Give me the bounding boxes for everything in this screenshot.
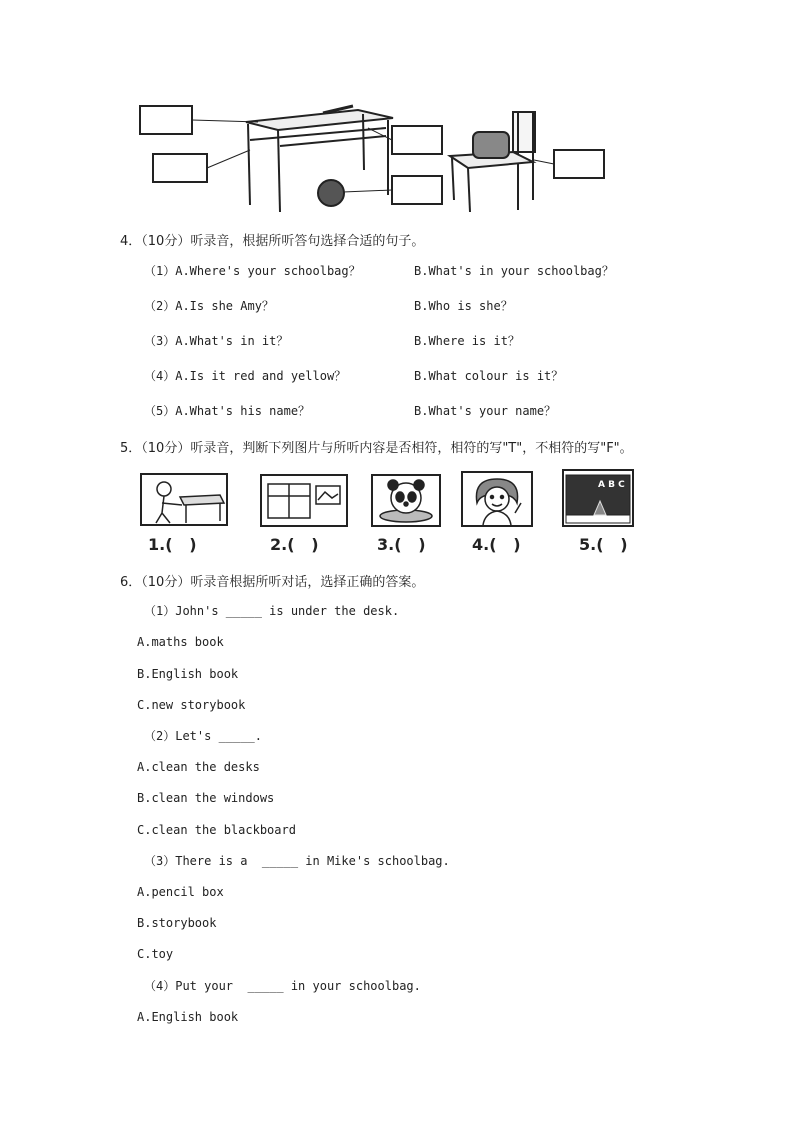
q4-item-4-option-a[interactable]: （4）A.Is it red and yellow？: [144, 369, 347, 383]
q5-picture-3-label[interactable]: 3.( ): [377, 535, 426, 554]
boy-at-desk-icon: [142, 475, 226, 524]
q4-item-3-option-a[interactable]: （3）A.What's in it？: [144, 334, 289, 348]
q6-heading: 6．（10分）听录音根据所听对话，选择正确的答案。: [120, 575, 425, 590]
q6-question-2-option-b[interactable]: B.clean the windows: [137, 791, 275, 805]
q6-question-4-option-a[interactable]: A.English book: [137, 1010, 239, 1024]
label-box: [392, 176, 442, 204]
q6-question-2-option-a[interactable]: A.clean the desks: [137, 760, 260, 774]
q5-picture-5: [562, 469, 634, 527]
blackboard-text: A B C: [598, 480, 625, 490]
q6-question-2-option-c[interactable]: C.clean the blackboard: [137, 823, 296, 837]
label-box: [554, 150, 604, 178]
q5-picture-4-label[interactable]: 4.( ): [472, 535, 521, 554]
q6-question-1-option-a[interactable]: A.maths book: [137, 635, 224, 649]
panda-icon: [373, 476, 439, 525]
q5-picture-2: [260, 474, 348, 527]
q6-question-1-stem: （1）John's _____ is under the desk.: [144, 604, 400, 618]
q4-item-2-option-a[interactable]: （2）A.Is she Amy？: [144, 299, 274, 313]
q6-question-4-stem: （4）Put your _____ in your schoolbag.: [144, 979, 421, 993]
q6-question-1-option-c[interactable]: C.new storybook: [137, 698, 246, 712]
q5-picture-1-label[interactable]: 1.( ): [148, 535, 197, 554]
q6-question-3-option-c[interactable]: C.toy: [137, 947, 174, 961]
q4-item-5-option-b[interactable]: B.What's your name？: [414, 404, 557, 418]
q4-item-1-option-a[interactable]: （1）A.Where's your schoolbag？: [144, 264, 361, 278]
girl-icon: [463, 473, 531, 525]
q4-item-1-option-b[interactable]: B.What's in your schoolbag？: [414, 264, 614, 278]
q5-picture-2-label[interactable]: 2.( ): [270, 535, 319, 554]
q5-picture-1: [140, 473, 228, 526]
label-box: [392, 126, 442, 154]
label-box: [140, 106, 192, 134]
label-box: [153, 154, 207, 182]
q4-heading: 4．（10分）听录音，根据所听答句选择合适的句子。: [120, 234, 425, 249]
q4-item-2-option-b[interactable]: B.Who is she？: [414, 299, 513, 313]
q5-picture-4: [461, 471, 533, 527]
q4-item-3-option-b[interactable]: B.Where is it？: [414, 334, 520, 348]
q5-picture-5-label[interactable]: 5.( ): [579, 535, 628, 554]
q6-question-3-option-a[interactable]: A.pencil box: [137, 885, 224, 899]
q5-picture-3: [371, 474, 441, 527]
desk-chair-schoolbag-icon: [138, 100, 608, 215]
q6-question-3-option-b[interactable]: B.storybook: [137, 916, 217, 930]
classroom-scene-illustration: [138, 100, 608, 215]
q6-question-3-stem: （3）There is a _____ in Mike's schoolbag.: [144, 854, 450, 868]
q4-item-5-option-a[interactable]: （5）A.What's his name？: [144, 404, 311, 418]
q6-question-2-stem: （2）Let's _____.: [144, 729, 262, 743]
q4-item-4-option-b[interactable]: B.What colour is it？: [414, 369, 564, 383]
q5-heading: 5．（10分）听录音，判断下列图片与所听内容是否相符，相符的写"T"，不相符的写"F"。: [120, 441, 633, 456]
classroom-window-icon: [262, 476, 346, 525]
q6-question-1-option-b[interactable]: B.English book: [137, 667, 239, 681]
